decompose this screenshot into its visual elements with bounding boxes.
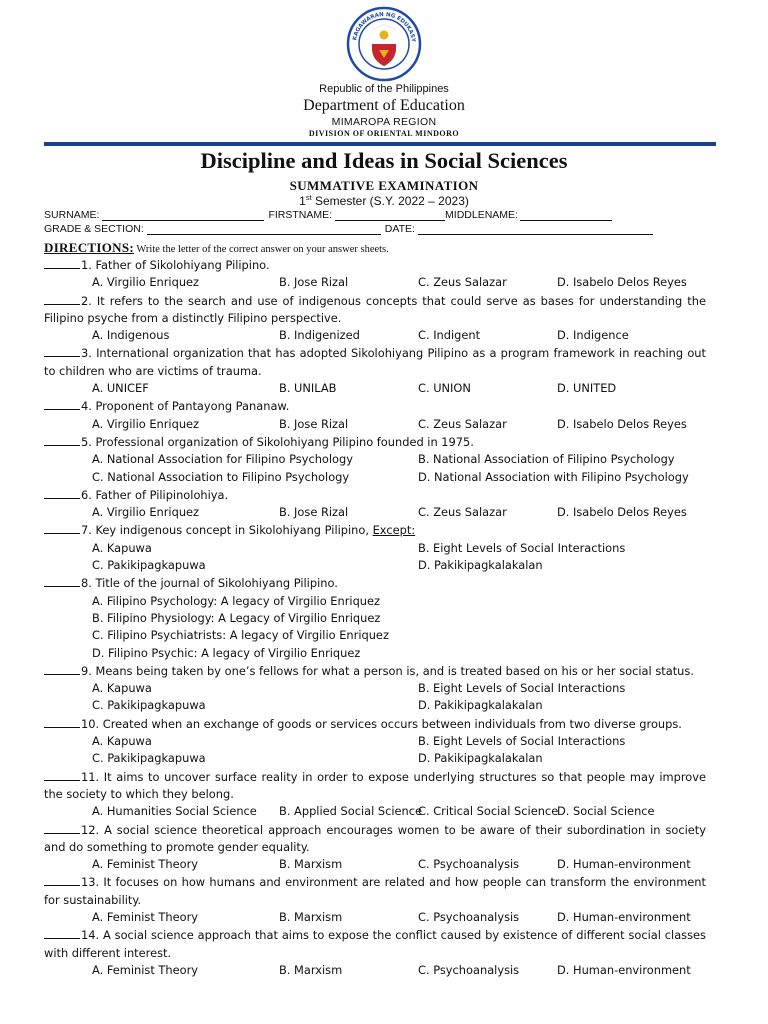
- question-item: [44, 433, 706, 486]
- question-item: [44, 486, 706, 522]
- answer-option: D. Human-environment: [557, 909, 691, 924]
- answer-option: A. National Association for Filipino Psychology: [92, 452, 353, 467]
- answer-option: D. Pakikipagkalakalan: [418, 751, 543, 766]
- answer-option: C. UNION: [418, 381, 471, 396]
- answer-option: A. Humanities Social Science: [92, 804, 257, 819]
- question-text: Father of Sikolohiyang Pilipino.: [95, 258, 270, 272]
- question-number: 8.: [81, 576, 96, 591]
- question-number: 12.: [81, 822, 105, 837]
- answer-option: A. Kapuwa: [92, 681, 152, 696]
- answer-option: D. UNITED: [557, 381, 617, 396]
- answer-option: C. Zeus Salazar: [418, 505, 507, 520]
- question-stem: [44, 821, 706, 857]
- answer-option: C. Filipino Psychiatrists: A legacy of Virgilio Enriquez: [92, 628, 389, 643]
- region-label: MIMAROPA REGION: [331, 116, 437, 128]
- answer-option: B. Eight Levels of Social Interactions: [418, 734, 626, 749]
- answer-blank[interactable]: [44, 433, 80, 446]
- question-list: [44, 256, 706, 979]
- directions-text: Write the letter of the correct answer on your answer sheets.: [136, 244, 389, 255]
- answer-option: C. Pakikipagkapuwa: [92, 558, 206, 573]
- question-stem: [44, 486, 706, 504]
- answer-option: B. Eight Levels of Social Interactions: [418, 681, 626, 696]
- answer-option: C. Psychoanalysis: [418, 909, 520, 924]
- answer-option: B. Jose Rizal: [279, 505, 349, 520]
- question-number: 9.: [81, 663, 96, 678]
- answer-blank[interactable]: [44, 821, 80, 834]
- header-rule: [44, 142, 716, 146]
- grade-section-label: GRADE & SECTION:: [44, 223, 144, 235]
- answer-blank[interactable]: [44, 715, 80, 728]
- answer-option: A. UNICEF: [92, 381, 149, 396]
- options-row: [44, 645, 706, 662]
- question-stem: [44, 397, 706, 415]
- answer-option: A. Feminist Theory: [92, 909, 199, 924]
- answer-option: A. Indigenous: [92, 328, 170, 343]
- question-stem: [44, 926, 706, 962]
- question-text: A social science theoretical approach encourages women to be aware of their subordination in society and do something to promote gender equality.: [44, 822, 706, 854]
- question-stem: [44, 256, 706, 274]
- options-row: [44, 803, 706, 820]
- question-item: [44, 873, 706, 926]
- question-item: [44, 344, 706, 397]
- answer-option: C. Critical Social Science: [418, 804, 559, 819]
- answer-option: B. Marxism: [279, 962, 343, 977]
- answer-option: D. National Association with Filipino Psychology: [418, 469, 689, 484]
- question-stem: [44, 873, 706, 909]
- answer-blank[interactable]: [44, 521, 80, 534]
- answer-blank[interactable]: [44, 768, 80, 781]
- answer-option: B. Jose Rizal: [279, 416, 349, 431]
- answer-option: D. Human-environment: [557, 857, 691, 872]
- question-text: Proponent of Pantayong Pananaw.: [95, 399, 290, 414]
- question-stem: [44, 662, 706, 680]
- answer-option: C. Pakikipagkapuwa: [92, 751, 206, 766]
- surname-label: SURNAME:: [44, 209, 100, 221]
- question-text: Father of Pilipinolohiya.: [95, 487, 229, 502]
- answer-blank[interactable]: [44, 256, 80, 269]
- answer-option: C. Indigent: [418, 328, 481, 343]
- options-row: [44, 540, 706, 557]
- middlename-label: MIDDLENAME:: [445, 209, 518, 221]
- options-row: [44, 504, 706, 521]
- grade-fields-row: [44, 223, 653, 235]
- answer-option: D. Indigence: [557, 328, 629, 343]
- question-text: It focuses on how humans and environment are related and how people can transform the environment for sustainability.: [44, 875, 706, 907]
- answer-option: A. Feminist Theory: [92, 962, 199, 977]
- question-item: [44, 662, 706, 715]
- answer-option: C. Zeus Salazar: [418, 416, 507, 431]
- answer-option: B. Marxism: [279, 909, 343, 924]
- question-stem: [44, 574, 706, 592]
- options-row: [44, 327, 706, 344]
- answer-blank[interactable]: [44, 397, 80, 410]
- answer-option: D. Isabelo Delos Reyes: [557, 505, 687, 520]
- options-row: [44, 593, 706, 610]
- answer-option: A. Virgilio Enriquez: [92, 416, 200, 431]
- answer-option: A. Kapuwa: [92, 734, 152, 749]
- division-label: DIVISION OF ORIENTAL MINDORO: [308, 129, 460, 138]
- middlename-field[interactable]: [520, 209, 612, 221]
- question-text: Means being taken by one’s fellows for what a person is, and is treated based on his or her social status.: [95, 663, 694, 678]
- question-stem: [44, 768, 706, 804]
- options-row: [44, 380, 706, 397]
- answer-blank[interactable]: [44, 926, 80, 939]
- question-number: 7.: [81, 523, 96, 538]
- answer-option: B. Indigenized: [279, 328, 360, 343]
- options-row: [44, 750, 706, 767]
- answer-option: B. Filipino Physiology: A Legacy of Virgilio Enriquez: [92, 610, 381, 625]
- question-text: Key indigenous concept in Sikolohiyang Pilipino,: [95, 523, 373, 538]
- answer-option: D. Pakikipagkalakalan: [418, 698, 543, 713]
- deped-seal-logo: [346, 4, 422, 86]
- answer-option: C. Psychoanalysis: [418, 857, 520, 872]
- options-row: [44, 416, 706, 433]
- grade-section-field[interactable]: [147, 223, 381, 235]
- answer-option: D. Isabelo Delos Reyes: [557, 275, 687, 290]
- question-text: It refers to the search and use of indigenous concepts that could serve as bases for understanding the Filipino psyche from a distinctly Filipino perspective.: [44, 293, 706, 325]
- firstname-label: FIRSTNAME:: [268, 209, 333, 221]
- question-number: 5.: [81, 434, 96, 449]
- question-text: Created when an exchange of goods or services occurs between individuals from two diverse groups.: [102, 716, 682, 731]
- question-item: [44, 256, 706, 292]
- answer-option: B. UNILAB: [279, 381, 337, 396]
- options-row: [44, 557, 706, 574]
- question-stem: [44, 715, 706, 733]
- question-item: [44, 821, 706, 874]
- question-item: [44, 397, 706, 433]
- question-text: It aims to uncover surface reality in order to expose underlying structures so that people may improve the society to which they belong.: [44, 769, 706, 801]
- semester-label: 1st Semester (S.Y. 2022 – 2023): [299, 193, 469, 208]
- answer-option: B. Applied Social Science: [279, 804, 423, 819]
- answer-option: A. Virgilio Enriquez: [92, 505, 200, 520]
- answer-blank[interactable]: [44, 292, 80, 305]
- answer-blank[interactable]: [44, 344, 80, 357]
- question-item: [44, 292, 706, 345]
- options-row: [44, 733, 706, 750]
- answer-option: C. Pakikipagkapuwa: [92, 698, 206, 713]
- options-row: [44, 274, 706, 291]
- question-number: 10.: [81, 716, 103, 731]
- answer-blank[interactable]: [44, 873, 80, 886]
- answer-option: A. Virgilio Enriquez: [92, 275, 200, 290]
- answer-option: C. Zeus Salazar: [418, 275, 507, 290]
- question-item: [44, 926, 706, 979]
- options-row: [44, 697, 706, 714]
- question-stem: [44, 521, 706, 539]
- answer-option: D. Filipino Psychic: A legacy of Virgilio Enriquez: [92, 645, 361, 660]
- firstname-field[interactable]: [335, 209, 445, 221]
- answer-option: C. Psychoanalysis: [418, 962, 520, 977]
- options-row: [44, 962, 706, 979]
- question-text: International organization that has adopted Sikolohiyang Pilipino as a program framework in reaching out to children who are victims of trauma.: [44, 346, 706, 378]
- name-fields-row: [44, 209, 612, 221]
- question-item: [44, 521, 706, 574]
- directions-label: DIRECTIONS:: [44, 240, 134, 255]
- question-emphasis: Except:: [372, 523, 416, 538]
- question-number: 13.: [81, 875, 104, 890]
- question-text: A social science approach that aims to expose the conflict caused by existence of different social classes with different interest.: [44, 928, 706, 960]
- question-item: [44, 768, 706, 821]
- answer-option: A. Kapuwa: [92, 540, 152, 555]
- question-number: 1.: [81, 258, 96, 272]
- question-item: [44, 715, 706, 768]
- answer-option: D. Pakikipagkalakalan: [418, 558, 543, 573]
- options-row: [44, 856, 706, 873]
- answer-option: D. Human-environment: [557, 962, 691, 977]
- options-row: [44, 610, 706, 627]
- options-row: [44, 680, 706, 697]
- answer-option: B. Eight Levels of Social Interactions: [418, 540, 626, 555]
- answer-blank[interactable]: [44, 662, 80, 675]
- question-number: 14.: [81, 928, 103, 943]
- question-stem: [44, 292, 706, 328]
- question-stem: [44, 433, 706, 451]
- answer-option: B. Jose Rizal: [279, 275, 349, 290]
- answer-option: C. National Association to Filipino Psychology: [92, 469, 350, 484]
- answer-option: B. Marxism: [279, 857, 343, 872]
- question-stem: [44, 344, 706, 380]
- answer-option: A. Filipino Psychology: A legacy of Virgilio Enriquez: [92, 593, 381, 608]
- options-row: [44, 627, 706, 644]
- question-number: 11.: [81, 769, 104, 784]
- date-label: DATE:: [384, 223, 415, 235]
- question-number: 2.: [81, 293, 97, 308]
- exam-subtitle: SUMMATIVE EXAMINATION: [289, 178, 479, 193]
- question-text: Title of the journal of Sikolohiyang Pilipino.: [95, 576, 338, 591]
- question-item: [44, 574, 706, 661]
- answer-blank[interactable]: [44, 486, 80, 499]
- question-number: 3.: [81, 346, 97, 361]
- department-label: Department of Education: [303, 97, 465, 114]
- republic-label: Republic of the Philippines: [319, 83, 449, 95]
- options-row: [44, 909, 706, 926]
- options-row: [44, 469, 706, 486]
- date-field[interactable]: [418, 223, 653, 235]
- directions: [44, 240, 389, 256]
- question-number: 4.: [81, 399, 96, 414]
- answer-option: B. National Association of Filipino Psychology: [418, 452, 675, 467]
- question-number: 6.: [81, 487, 96, 502]
- answer-option: D. Social Science: [557, 804, 655, 819]
- answer-option: A. Feminist Theory: [92, 857, 199, 872]
- answer-option: D. Isabelo Delos Reyes: [557, 416, 687, 431]
- surname-field[interactable]: [102, 209, 264, 221]
- question-text: Professional organization of Sikolohiyang Pilipino founded in 1975.: [95, 434, 474, 449]
- options-row: [44, 451, 706, 468]
- answer-blank[interactable]: [44, 574, 80, 587]
- exam-title: Discipline and Ideas in Social Sciences: [200, 148, 568, 173]
- svg-text:KAGAWARAN NG EDUKASYON: KAGAWARAN NG EDUKASY: [352, 11, 416, 43]
